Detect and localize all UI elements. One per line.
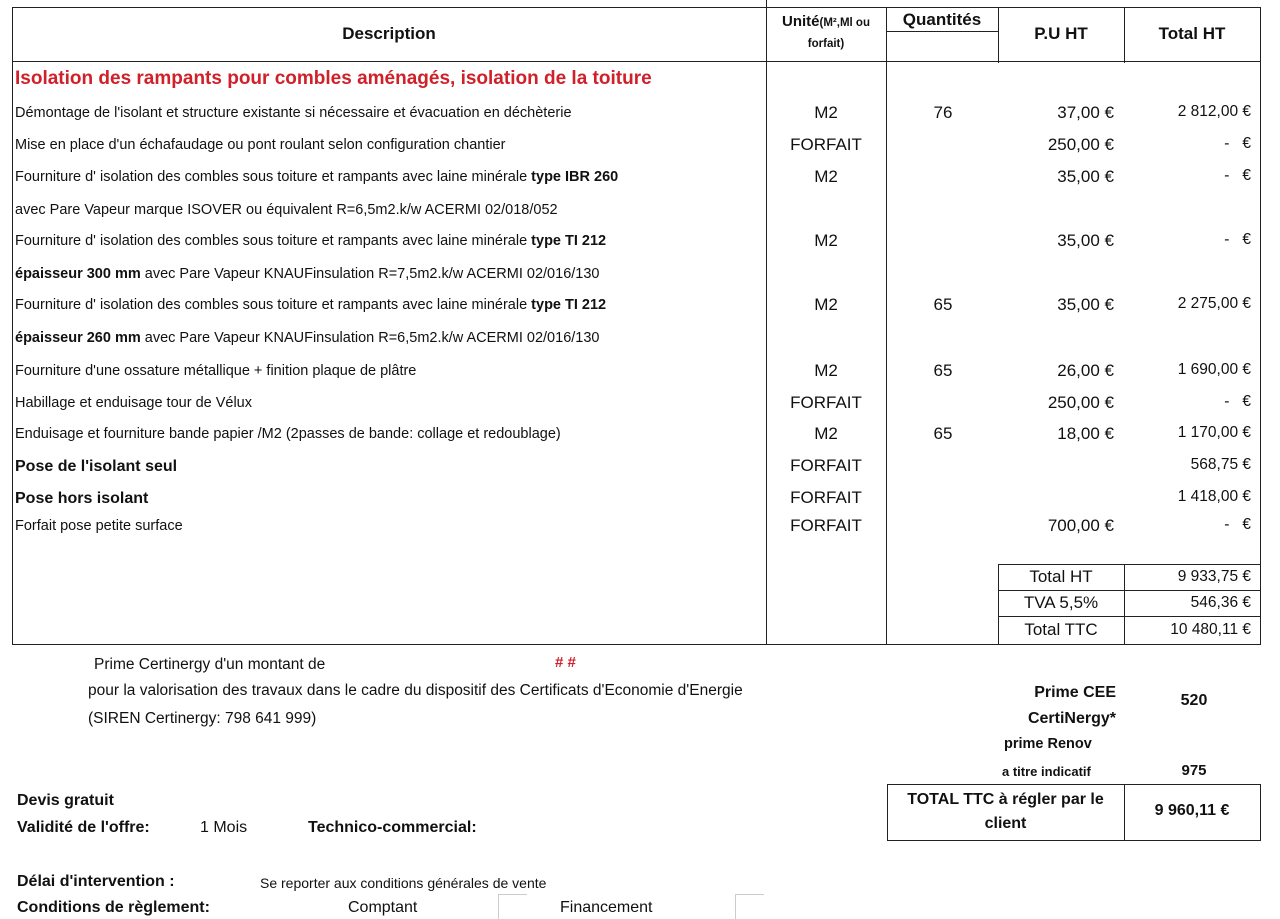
summary-total-ht-value: 9 933,75 €	[1177, 568, 1251, 585]
row-unit-price: 18,00 €	[1057, 424, 1114, 443]
row-unit: FORFAIT	[790, 488, 862, 507]
comptant-option[interactable]: Comptant	[348, 899, 418, 916]
summary-tva-label: TVA 5,5%	[1023, 593, 1099, 612]
row-description: épaisseur 260 mm avec Pare Vapeur KNAUFinsulation R=6,5m2.k/w ACERMI 02/016/130	[15, 330, 600, 346]
row-unit: M2	[814, 231, 838, 250]
row-unit: M2	[814, 361, 838, 380]
row-unit-price: 35,00 €	[1057, 231, 1114, 250]
prime-line2: pour la valorisation des travaux dans le cadre du dispositif des Certificats d'Economie d'Energie	[88, 682, 743, 699]
row-unit-price: 250,00 €	[1047, 393, 1114, 412]
row-total: - €	[1224, 231, 1251, 248]
comptant-checkbox[interactable]	[498, 894, 527, 919]
row-unit: FORFAIT	[790, 456, 862, 475]
row-unit: FORFAIT	[790, 135, 862, 154]
header-quantities: Quantités	[902, 10, 982, 29]
devis-gratuit: Devis gratuit	[17, 792, 114, 809]
header-description: Description	[342, 24, 436, 43]
summary-total-ttc-value: 10 480,11 €	[1170, 621, 1251, 638]
row-description: avec Pare Vapeur marque ISOVER ou équivalent R=6,5m2.k/w ACERMI 02/018/052	[15, 202, 558, 218]
summary-total-ttc-label: Total TTC	[1024, 620, 1098, 639]
financement-option[interactable]: Financement	[560, 899, 653, 916]
prime-renov-label2: a titre indicatif	[1002, 764, 1091, 779]
row-description: Enduisage et fourniture bande papier /M2 (2passes de bande: collage et redoublage)	[15, 426, 561, 442]
row-description: Fourniture d' isolation des combles sous toiture et rampants avec laine minérale type TI 212	[15, 233, 607, 249]
validite-label: Validité de l'offre:	[17, 819, 150, 836]
conditions-label: Conditions de règlement:	[17, 899, 210, 916]
row-unit: M2	[814, 103, 838, 122]
prime-hashes: # #	[555, 654, 576, 671]
prime-cee-value: 520	[1180, 692, 1208, 709]
row-total: 1 418,00 €	[1177, 488, 1251, 505]
row-unit-price: 700,00 €	[1047, 516, 1114, 535]
row-description: Pose de l'isolant seul	[15, 458, 178, 475]
header-total-ht: Total HT	[1158, 24, 1226, 43]
financement-checkbox[interactable]	[735, 894, 764, 919]
validite-value: 1 Mois	[200, 819, 248, 836]
row-unit-price: 250,00 €	[1047, 135, 1114, 154]
row-quantity: 65	[933, 295, 953, 314]
final-total-label: TOTAL TTC à régler par le client	[907, 791, 1104, 832]
row-quantity: 65	[933, 424, 953, 443]
prime-cee-label: Prime CEE CertiNergy*	[1027, 684, 1116, 727]
prime-renov-value: 975	[1181, 762, 1207, 779]
row-description: Mise en place d'un échafaudage ou pont roulant selon configuration chantier	[15, 137, 506, 153]
row-unit-price: 26,00 €	[1057, 361, 1114, 380]
prime-line1: Prime Certinergy d'un montant de	[94, 656, 326, 673]
row-total: 1 170,00 €	[1177, 424, 1251, 441]
row-description: Fourniture d' isolation des combles sous toiture et rampants avec laine minérale type TI 212	[15, 297, 607, 313]
final-total-value: 9 960,11 €	[1154, 802, 1230, 819]
prime-renov-label1: prime Renov	[1004, 736, 1092, 752]
row-unit-price: 35,00 €	[1057, 295, 1114, 314]
row-unit-price: 37,00 €	[1057, 103, 1114, 122]
row-quantity: 76	[933, 103, 953, 122]
row-description: Habillage et enduisage tour de Vélux	[15, 395, 252, 411]
row-total: - €	[1224, 516, 1251, 533]
row-total: 2 275,00 €	[1177, 295, 1251, 312]
row-unit: M2	[814, 295, 838, 314]
row-total: - €	[1224, 167, 1251, 184]
header-unit: Unité(M²,Ml ou forfait)	[782, 13, 870, 50]
technico-commercial: Technico-commercial:	[308, 819, 477, 836]
row-total: 2 812,00 €	[1177, 103, 1251, 120]
row-description: épaisseur 300 mm avec Pare Vapeur KNAUFinsulation R=7,5m2.k/w ACERMI 02/016/130	[15, 266, 600, 282]
section-title: Isolation des rampants pour combles aménagés, isolation de la toiture	[15, 68, 652, 89]
row-description: Pose hors isolant	[15, 490, 149, 507]
delai-value: Se reporter aux conditions générales de vente	[260, 875, 547, 891]
delai-label: Délai d'intervention :	[17, 873, 175, 890]
row-unit-price: 35,00 €	[1057, 167, 1114, 186]
row-description: Démontage de l'isolant et structure existante si nécessaire et évacuation en déchèterie	[15, 105, 572, 121]
row-unit: FORFAIT	[790, 393, 862, 412]
row-description: Fourniture d' isolation des combles sous toiture et rampants avec laine minérale type IBR 260	[15, 169, 619, 185]
row-unit: FORFAIT	[790, 516, 862, 535]
prime-line3: (SIREN Certinergy: 798 641 999)	[88, 710, 317, 727]
row-description: Forfait pose petite surface	[15, 518, 183, 534]
row-quantity: 65	[933, 361, 953, 380]
header-pu-ht: P.U HT	[1034, 24, 1088, 43]
row-description: Fourniture d'une ossature métallique + finition plaque de plâtre	[15, 363, 417, 379]
summary-tva-value: 546,36 €	[1190, 594, 1251, 611]
summary-total-ht-label: Total HT	[1029, 567, 1093, 586]
row-total: - €	[1224, 393, 1251, 410]
row-unit: M2	[814, 167, 838, 186]
row-unit: M2	[814, 424, 838, 443]
row-total: 1 690,00 €	[1177, 361, 1251, 378]
row-total: 568,75 €	[1190, 456, 1251, 473]
row-total: - €	[1224, 135, 1251, 152]
